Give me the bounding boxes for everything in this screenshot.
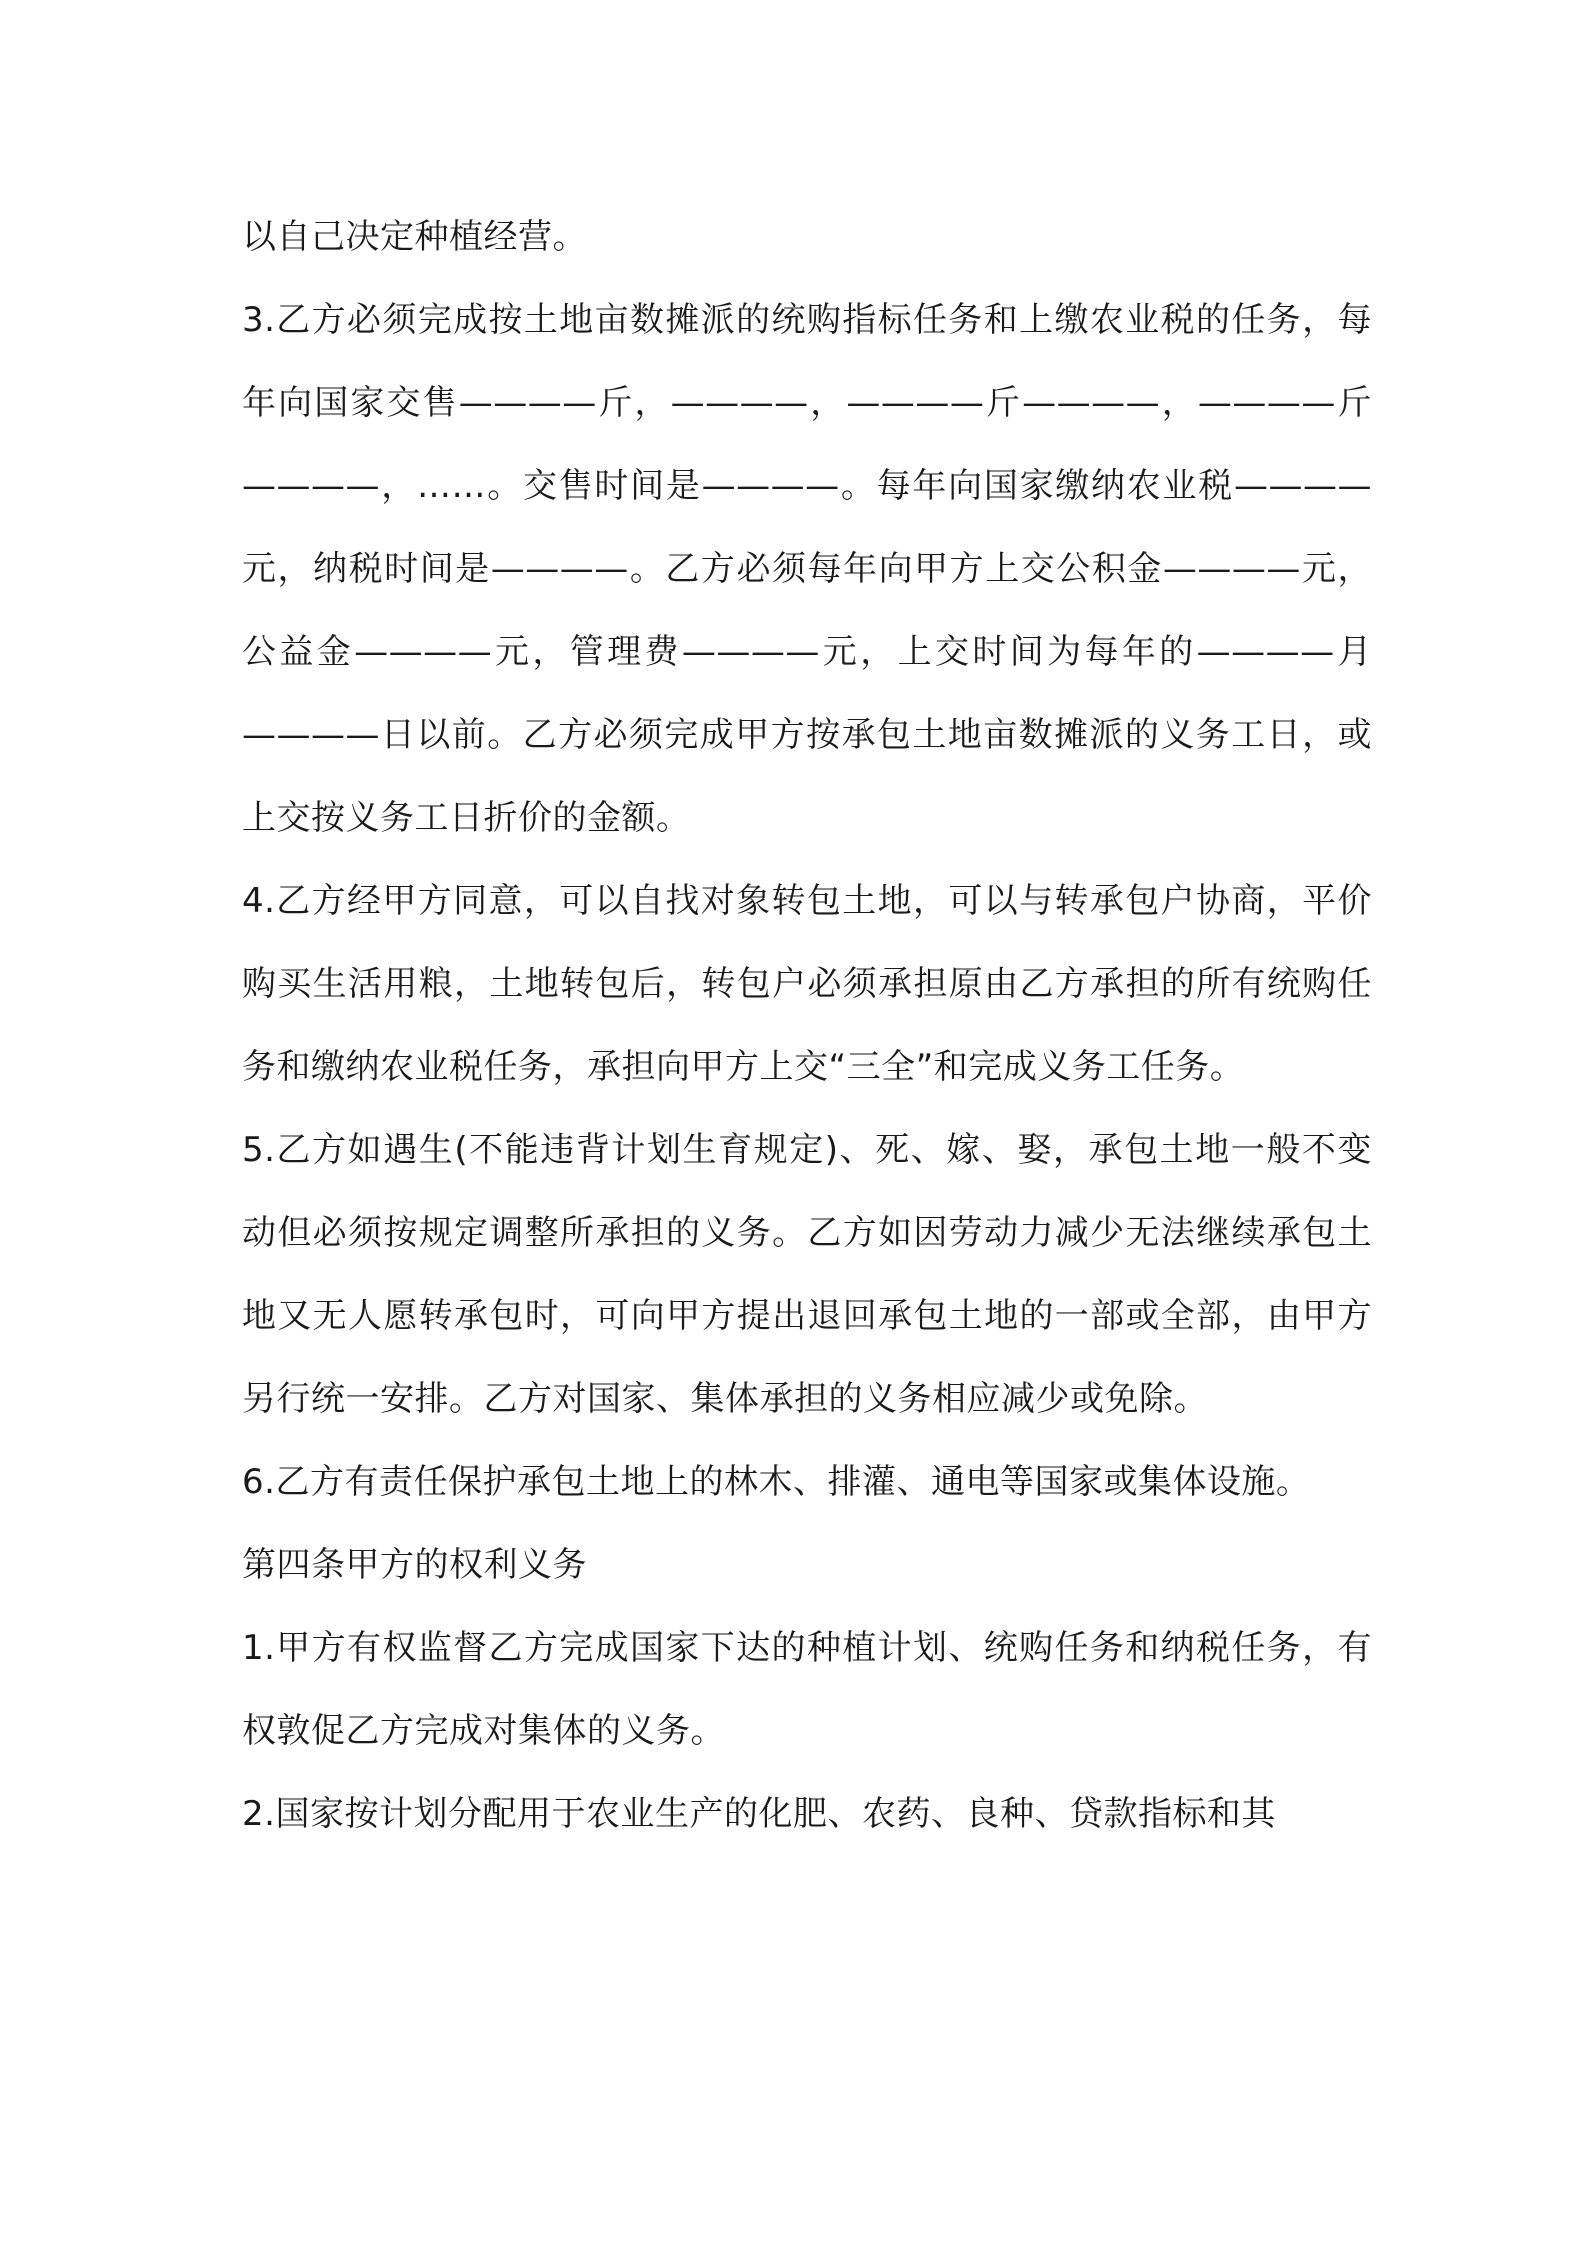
paragraph-section4-clause-1: 1.甲方有权监督乙方完成国家下达的种植计划、统购任务和纳税任务，有权敦促乙方完成对集体的义务。 <box>242 1628 1372 1751</box>
paragraph-clause-4: 4.乙方经甲方同意，可以自找对象转包土地，可以与转承包户协商，平价购买生活用粮，土地转包后，转包户必须承担原由乙方承担的所有统购任务和缴纳农业税任务，承担向甲方上交“三全”和完成义务工任务。 <box>242 881 1372 1087</box>
document-body <box>242 196 1372 1856</box>
paragraph-section4-clause-2: 2.国家按计划分配用于农业生产的化肥、农药、良种、贷款指标和其 <box>242 1794 1276 1834</box>
paragraph-clause-6: 6.乙方有责任保护承包土地上的林木、排灌、通电等国家或集体设施。 <box>242 1462 1311 1502</box>
paragraph-clause-3: 3.乙方必须完成按土地亩数摊派的统购指标任务和上缴农业税的任务，每年向国家交售————斤，————，————斤————，————斤————，……。交售时间是————。每年向国家缴纳农业税————元，纳税时间是————。乙方必须每年向甲方上交公积金————元，公益金————元，管理费————元，上交时间为每年的————月————日以前。乙方必须完成甲方按承包土地亩数摊派的义务工日，或上交按义务工日折价的金额。 <box>242 300 1372 838</box>
paragraph-clause-5: 5.乙方如遇生(不能违背计划生育规定)、死、嫁、娶，承包土地一般不变动但必须按规定调整所承担的义务。乙方如因劳动力减少无法继续承包土地又无人愿转承包时，可向甲方提出退回承包土地的一部或全部，由甲方另行统一安排。乙方对国家、集体承担的义务相应减少或免除。 <box>242 1130 1372 1419</box>
section-heading: 第四条甲方的权利义务 <box>242 1545 587 1585</box>
paragraph-continuation: 以自己决定种植经营。 <box>242 217 587 257</box>
